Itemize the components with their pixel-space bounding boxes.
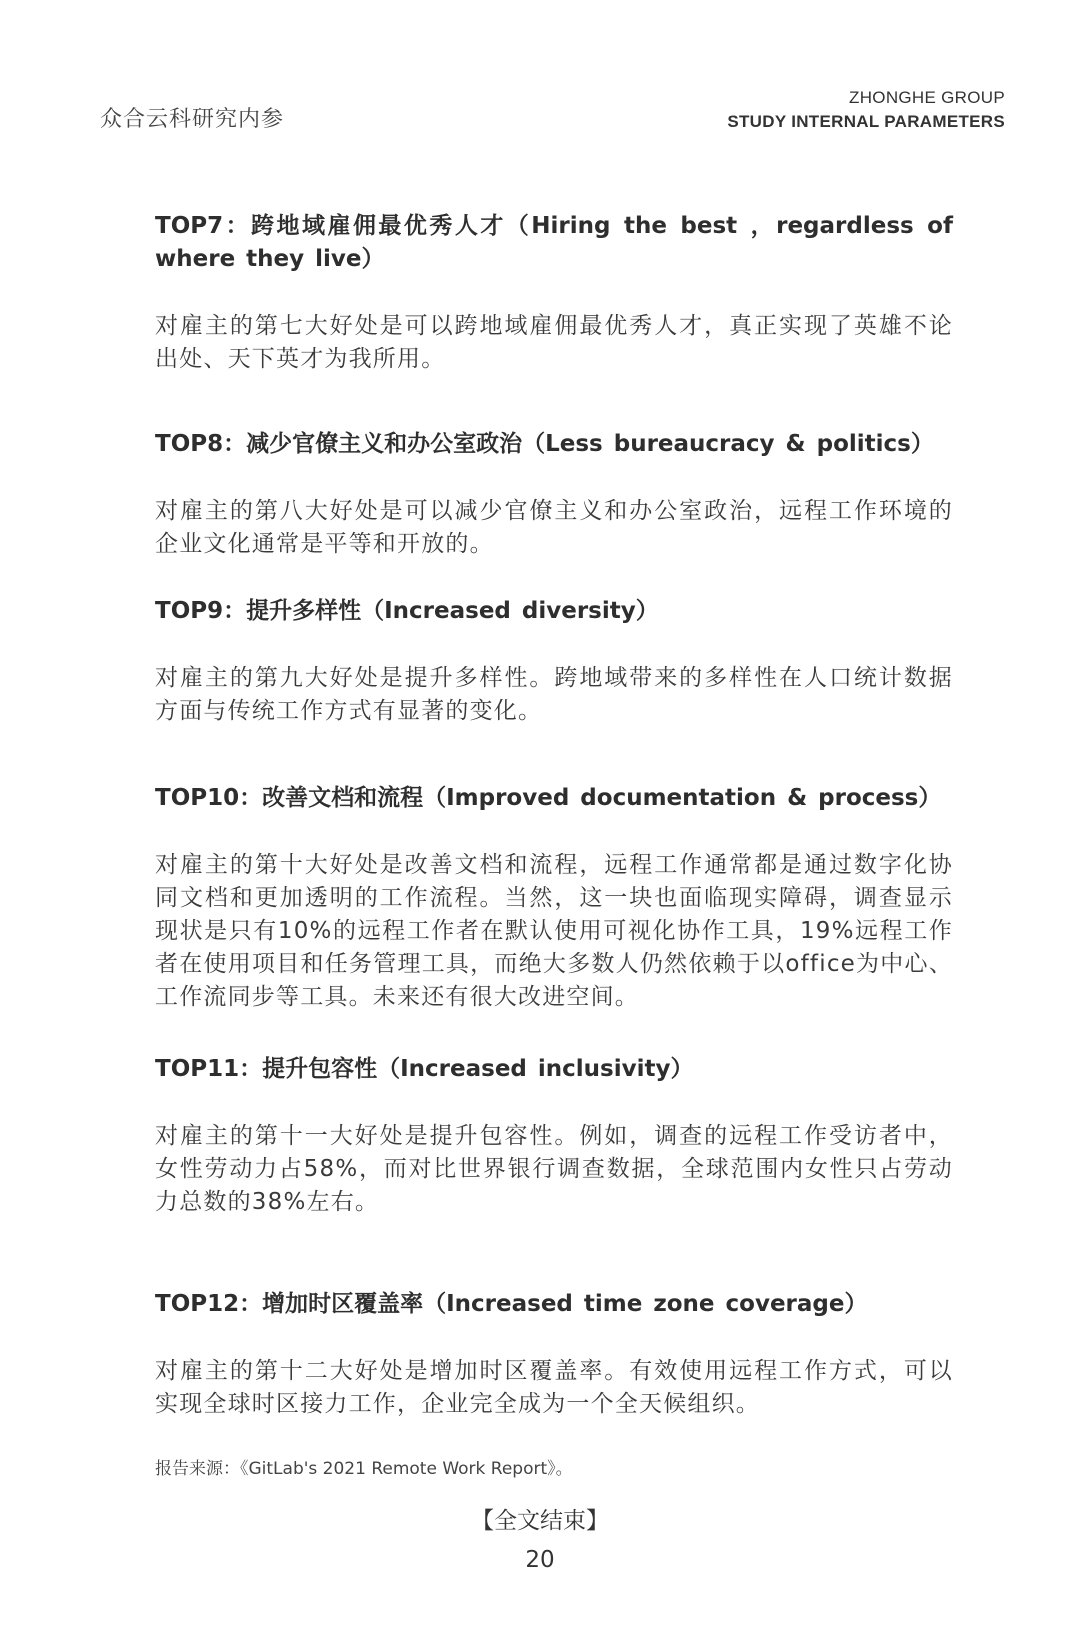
report-source: 报告来源：《GitLab's 2021 Remote Work Report》。 bbox=[155, 1459, 573, 1479]
section-heading: TOP7：跨地域雇佣最优秀人才（Hiring the best ，regardless of where they live） bbox=[155, 213, 953, 272]
section-paragraph: 对雇主的第九大好处是提升多样性。跨地域带来的多样性在人口统计数据方面与传统工作方式有显著的变化。 bbox=[155, 665, 953, 724]
group-subtitle: STUDY INTERNAL PARAMETERS bbox=[727, 112, 1005, 131]
section-paragraph: 对雇主的第八大好处是可以减少官僚主义和办公室政治，远程工作环境的企业文化通常是平等和开放的。 bbox=[155, 498, 953, 557]
section-top12 bbox=[155, 1288, 953, 1421]
section-heading: TOP8：减少官僚主义和办公室政治（Less bureaucracy & politics） bbox=[155, 431, 934, 457]
section-top10 bbox=[155, 782, 953, 1014]
section-heading: TOP9：提升多样性（Increased diversity） bbox=[155, 598, 659, 624]
group-name: ZHONGHE GROUP bbox=[849, 88, 1005, 107]
section-top11 bbox=[155, 1053, 953, 1219]
group-header bbox=[727, 86, 1005, 134]
section-paragraph: 对雇主的第十大好处是改善文档和流程，远程工作通常都是通过数字化协同文档和更加透明的工作流程。当然，这一块也面临现实障碍，调查显示现状是只有10%的远程工作者在默认使用可视化协作工具，19%远程工作者在使用项目和任务管理工具，而绝大多数人仍然依赖于以office为中心、工作流同步等工具。未来还有很大改进空间。 bbox=[155, 852, 953, 1010]
section-paragraph: 对雇主的第十二大好处是增加时区覆盖率。有效使用远程工作方式，可以实现全球时区接力工作，企业完全成为一个全天候组织。 bbox=[155, 1358, 953, 1417]
section-paragraph: 对雇主的第十一大好处是提升包容性。例如，调查的远程工作受访者中，女性劳动力占58%，而对比世界银行调查数据，全球范围内女性只占劳动力总数的38%左右。 bbox=[155, 1123, 953, 1215]
section-top7 bbox=[155, 210, 953, 376]
section-heading: TOP10：改善文档和流程（Improved documentation & process） bbox=[155, 785, 942, 811]
section-paragraph: 对雇主的第七大好处是可以跨地域雇佣最优秀人才，真正实现了英雄不论出处、天下英才为我所用。 bbox=[155, 313, 953, 372]
end-of-article-mark: 【全文结束】 bbox=[471, 1508, 609, 1534]
publication-title: 众合云科研究内参 bbox=[100, 107, 285, 132]
section-heading: TOP12：增加时区覆盖率（Increased time zone coverage） bbox=[155, 1291, 868, 1317]
section-top8 bbox=[155, 428, 953, 561]
page-number: 20 bbox=[525, 1547, 555, 1573]
section-top9 bbox=[155, 595, 953, 728]
section-heading: TOP11：提升包容性（Increased inclusivity） bbox=[155, 1056, 694, 1082]
